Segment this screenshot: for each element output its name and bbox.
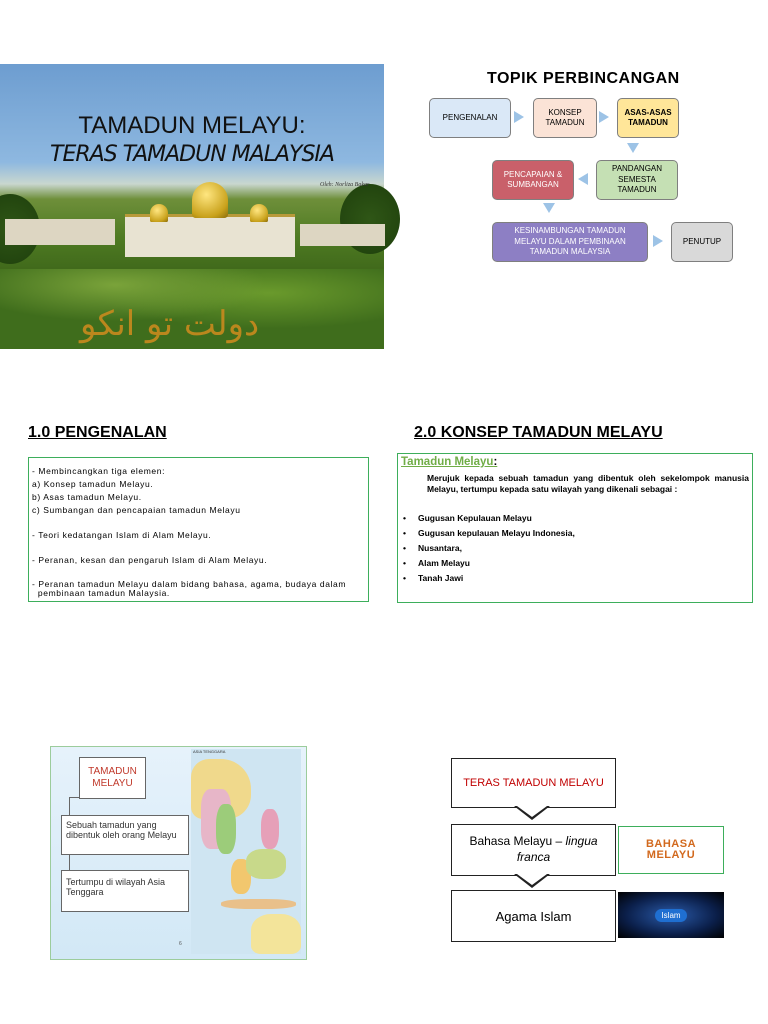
list-item bbox=[403, 573, 463, 583]
logo-text: BAHASA MELAYU bbox=[645, 838, 697, 861]
map-land bbox=[216, 804, 236, 854]
tamadun-melayu-box bbox=[79, 757, 146, 799]
pengenalan-box bbox=[28, 457, 369, 602]
box-label: TAMADUN MELAYU bbox=[88, 766, 137, 789]
arrow-right-icon bbox=[599, 111, 609, 123]
agama-label: Agama Islam bbox=[495, 908, 572, 924]
region-box bbox=[61, 870, 189, 912]
arrow-down-icon-fill bbox=[517, 806, 547, 817]
flow-label: PENUTUP bbox=[682, 236, 722, 246]
bahasa-melayu-logo bbox=[618, 826, 724, 874]
map-slide bbox=[50, 746, 307, 960]
bahasa-label: Bahasa Melayu – bbox=[469, 834, 566, 849]
list-item-text: Gugusan kepulauan Melayu Indonesia, bbox=[418, 528, 575, 538]
flow-label: PENCAPAIAN & SUMBANGAN bbox=[503, 169, 563, 189]
teras-title: TERAS TAMADUN MELAYU bbox=[463, 777, 604, 789]
arrow-down-icon bbox=[627, 143, 639, 153]
bahasa-text bbox=[464, 834, 604, 865]
slide-title: TAMADUN MELAYU: bbox=[78, 112, 306, 139]
flow-box-pencapaian bbox=[492, 160, 574, 200]
bullet-icon: • bbox=[403, 528, 406, 538]
intro-line: - Peranan tamadun Melayu dalam bidang bahasa, agama, budaya dalam bbox=[32, 579, 347, 589]
intro-line: b) Asas tamadun Melayu. bbox=[32, 492, 142, 502]
flow-box-kesinambungan bbox=[492, 222, 648, 262]
map-land bbox=[251, 914, 301, 954]
intro-line: - Peranan, kesan dan pengaruh Islam di Alam Melayu. bbox=[32, 555, 268, 565]
konsep-heading: 2.0 KONSEP TAMADUN MELAYU bbox=[414, 424, 663, 441]
intro-line: pembinaan tamadun Malaysia. bbox=[32, 588, 170, 598]
bullet-icon: • bbox=[403, 573, 406, 583]
flow-label: KONSEP TAMADUN bbox=[545, 107, 585, 127]
intro-line: - Membincangkan tiga elemen: bbox=[32, 466, 166, 476]
palace-wing-right bbox=[300, 224, 385, 246]
arrow-left-icon bbox=[578, 173, 588, 185]
page-number: 6 bbox=[179, 941, 182, 947]
flow-label: PENGENALAN bbox=[442, 112, 498, 122]
palace-dome-small bbox=[150, 204, 168, 222]
teras-title-box bbox=[451, 758, 616, 808]
palace-dome bbox=[192, 182, 228, 218]
flow-box-asas bbox=[617, 98, 679, 138]
list-item bbox=[403, 543, 462, 553]
list-item bbox=[403, 528, 575, 538]
logo-text: Islam bbox=[655, 909, 686, 922]
map-caption: ASIA TENGGARA bbox=[193, 749, 226, 754]
arrow-down-icon-fill bbox=[517, 874, 547, 885]
flow-label: KESINAMBUNGAN TAMADUN MELAYU DALAM PEMBINAAN TAMADUN MALAYSIA bbox=[514, 226, 626, 257]
flow-box-pengenalan bbox=[429, 98, 511, 138]
flow-label: ASAS-ASAS TAMADUN bbox=[624, 107, 672, 127]
konsep-term bbox=[401, 456, 497, 468]
arrow-down-icon bbox=[543, 203, 555, 213]
map-land bbox=[261, 809, 279, 849]
agama-islam-box bbox=[451, 890, 616, 942]
bullet-icon: • bbox=[403, 543, 406, 553]
intro-line: a) Konsep tamadun Melayu. bbox=[32, 479, 154, 489]
southeast-asia-map bbox=[191, 749, 301, 954]
box-label: Sebuah tamadun yang dibentuk oleh orang Melayu bbox=[66, 820, 177, 840]
map-land bbox=[246, 849, 286, 879]
intro-line: c) Sumbangan dan pencapaian tamadun Melayu bbox=[32, 505, 241, 515]
list-item-text: Nusantara, bbox=[418, 543, 462, 553]
bahasa-melayu-box bbox=[451, 824, 616, 876]
list-item bbox=[403, 558, 470, 568]
bullet-icon: • bbox=[403, 558, 406, 568]
intro-line: - Teori kedatangan Islam di Alam Melayu. bbox=[32, 530, 212, 540]
palace-dome-small bbox=[250, 204, 268, 222]
definition-box bbox=[61, 815, 189, 855]
topik-title: TOPIK PERBINCANGAN bbox=[487, 70, 680, 87]
konsep-description: Merujuk kepada sebuah tamadun yang dibentuk oleh sekelompok manusia Melayu, tertumpu kepada satu wilayah yang dikenali sebagai : bbox=[427, 473, 749, 494]
slide-author: Oleh: Norliza Bakar bbox=[320, 182, 370, 188]
arrow-right-icon bbox=[514, 111, 524, 123]
palace-wing-left bbox=[5, 219, 115, 245]
title-slide bbox=[0, 64, 384, 344]
arrow-right-icon bbox=[653, 235, 663, 247]
box-label: Tertumpu di wilayah Asia Tenggara bbox=[66, 877, 166, 897]
flow-label: PANDANGAN SEMESTA TAMADUN bbox=[611, 164, 663, 195]
list-item-text: Alam Melayu bbox=[418, 558, 470, 568]
jawi-hedge-text: دولت تو انكو bbox=[80, 304, 260, 344]
list-item bbox=[403, 513, 532, 523]
bullet-icon: • bbox=[403, 513, 406, 523]
flow-box-konsep bbox=[533, 98, 597, 138]
connector-line bbox=[69, 797, 79, 798]
pengenalan-heading: 1.0 PENGENALAN bbox=[28, 424, 167, 441]
term-colon: : bbox=[493, 456, 498, 468]
lingua-franca-label: lingua franca bbox=[516, 834, 598, 864]
slide-subtitle: TERAS TAMADUN MALAYSIA bbox=[50, 142, 334, 167]
map-land bbox=[221, 899, 296, 909]
flow-box-penutup bbox=[671, 222, 733, 262]
islam-logo bbox=[618, 892, 724, 938]
flow-box-pandangan bbox=[596, 160, 678, 200]
term-text: Tamadun Melayu bbox=[401, 456, 494, 468]
list-item-text: Tanah Jawi bbox=[418, 573, 464, 583]
konsep-box bbox=[397, 453, 753, 603]
list-item-text: Gugusan Kepulauan Melayu bbox=[418, 513, 532, 523]
